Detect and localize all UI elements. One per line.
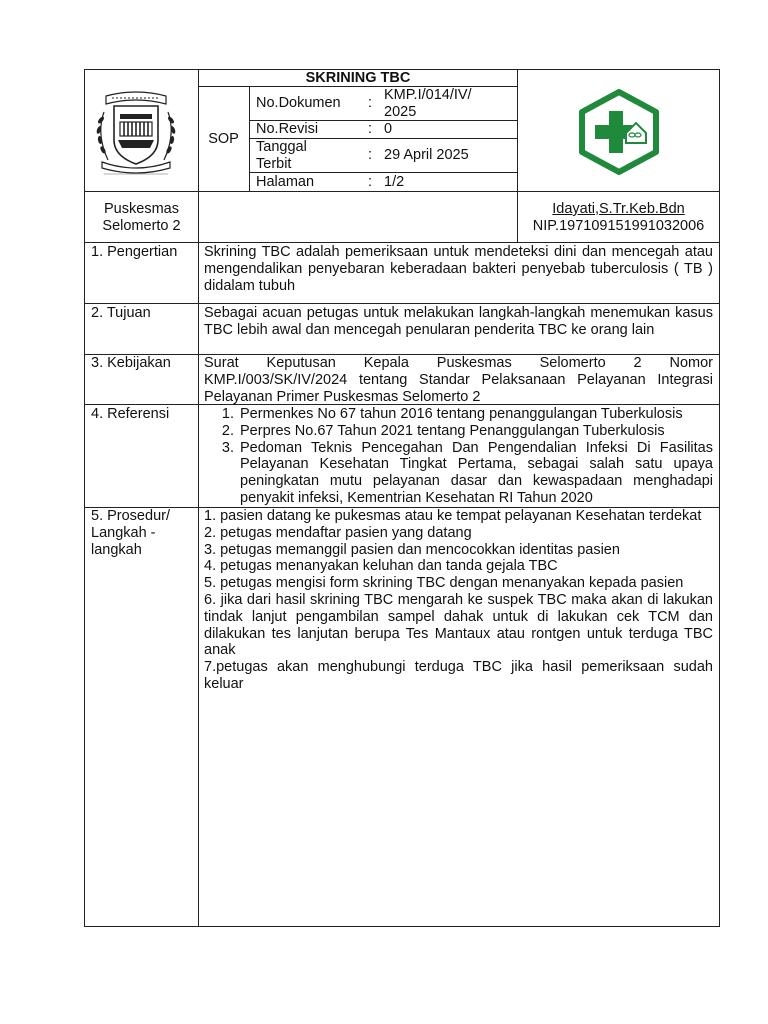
field-label-tanggal-terbit: Tanggal Terbit <box>256 139 307 172</box>
procedure-step: 4. petugas menanyakan keluhan dan tanda gejala TBC <box>204 558 558 575</box>
procedure-step: 1. pasien datang ke pukesmas atau ke tempat pelayanan Kesehatan terdekat <box>204 508 702 524</box>
field-label-halaman: Halaman <box>256 174 315 190</box>
field-sep: : <box>368 95 373 111</box>
section-label-kebijakan: 3. Kebijakan <box>91 355 171 371</box>
institution-name-line1: Puskesmas <box>104 201 179 217</box>
procedure-step: 5. petugas mengisi form skrining TBC dengan menanyakan kepada pasien <box>204 575 684 592</box>
field-value-no-revisi: 0 <box>384 121 393 137</box>
list-item: 1. Permenkes No 67 tahun 2016 tentang penanggulangan Tuberkulosis <box>238 406 713 423</box>
field-label-no-dokumen: No.Dokumen <box>256 95 341 111</box>
field-value-no-dokumen: KMP.I/014/IV/ 2025 <box>384 87 472 120</box>
document-title: SKRINING TBC <box>305 70 411 86</box>
procedure-step: 2. petugas mendaftar pasien yang datang <box>204 524 472 541</box>
signatory-block <box>518 201 719 235</box>
field-value-tanggal-terbit: 29 April 2025 <box>384 147 469 163</box>
section-text-pengertian <box>204 244 713 294</box>
field-label-no-revisi: No.Revisi <box>256 121 319 137</box>
list-item: 3. Pedoman Teknis Pencegahan Dan Pengendalian Infeksi Di Fasilitas Pelayanan Kesehatan Tingkat Pertama, sebagai salah satu upaya peningkatan mutu pelayanan dasar dan kewaspadaan menghadapi penyakit infeksi, Kementrian Kesehatan RI Tahun 2020 <box>238 440 713 507</box>
field-sep: : <box>368 147 373 163</box>
list-item: 2. Perpres No.67 Tahun 2021 tentang Penanggulangan Tuberkulosis <box>238 423 713 440</box>
prosedur-label-line: Langkah - <box>91 524 156 541</box>
signatory-name: Idayati,S.Tr.Keb.Bdn <box>552 201 685 217</box>
puskesmas-cross-icon <box>576 89 662 175</box>
tujuan-text: Sebagai acuan petugas untuk melakukan langkah-langkah menemukan kasus TBC lebih awal dan mencegah penularan penderita TBC ke orang lain <box>204 305 713 338</box>
field-value-halaman: 1/2 <box>384 174 405 190</box>
procedure-step: 6. jika dari hasil skrining TBC mengarah ke suspek TBC maka akan di lakukan tindak lanjut pengambilan sampel dahak untuk di lakukan cek TCM dan dilakukan tes lanjutan berupa Tes Mantaux atau rontgen untuk terduga TBC anak <box>204 591 713 659</box>
procedure-step: 3. petugas memanggil pasien dan mencocokkan identitas pasien <box>204 541 620 558</box>
field-sep: : <box>368 174 373 190</box>
section-text-tujuan <box>204 305 713 339</box>
section-text-kebijakan <box>204 355 713 405</box>
section-label-prosedur <box>91 508 170 558</box>
regency-emblem-icon <box>90 82 182 178</box>
section-label-tujuan: 2. Tujuan <box>91 305 151 321</box>
section-steps-prosedur <box>204 508 713 693</box>
prosedur-label-line: 5. Prosedur/ <box>91 508 170 524</box>
signatory-nip: NIP.197109151991032006 <box>532 217 705 234</box>
institution-name-line2: Selomerto 2 <box>102 217 181 234</box>
procedure-step: 7.petugas akan menghubungi terduga TBC jika hasil pemeriksaan sudah keluar <box>204 659 713 692</box>
kebijakan-text: Surat Keputusan Kepala Puskesmas Selomerto 2 Nomor KMP.I/003/SK/IV/2024 tentang Standar Pelaksanaan Pelayanan Integrasi Pelayanan Primer Puskesmas Selomerto 2 <box>204 355 713 405</box>
section-label-referensi: 4. Referensi <box>91 406 170 422</box>
field-sep: : <box>368 121 373 137</box>
section-label-pengertian: 1. Pengertian <box>91 244 178 260</box>
section-list-referensi <box>204 406 713 507</box>
pengertian-text: Skrining TBC adalah pemeriksaan untuk mendeteksi dini dan mencegah atau mengendalikan penyebaran keberadaan bakteri penyebab tuberculosis ( TB ) didalam tubuh <box>204 244 713 294</box>
prosedur-label-line: langkah <box>91 541 142 558</box>
sop-label: SOP <box>208 131 239 147</box>
institution-name <box>85 201 198 235</box>
